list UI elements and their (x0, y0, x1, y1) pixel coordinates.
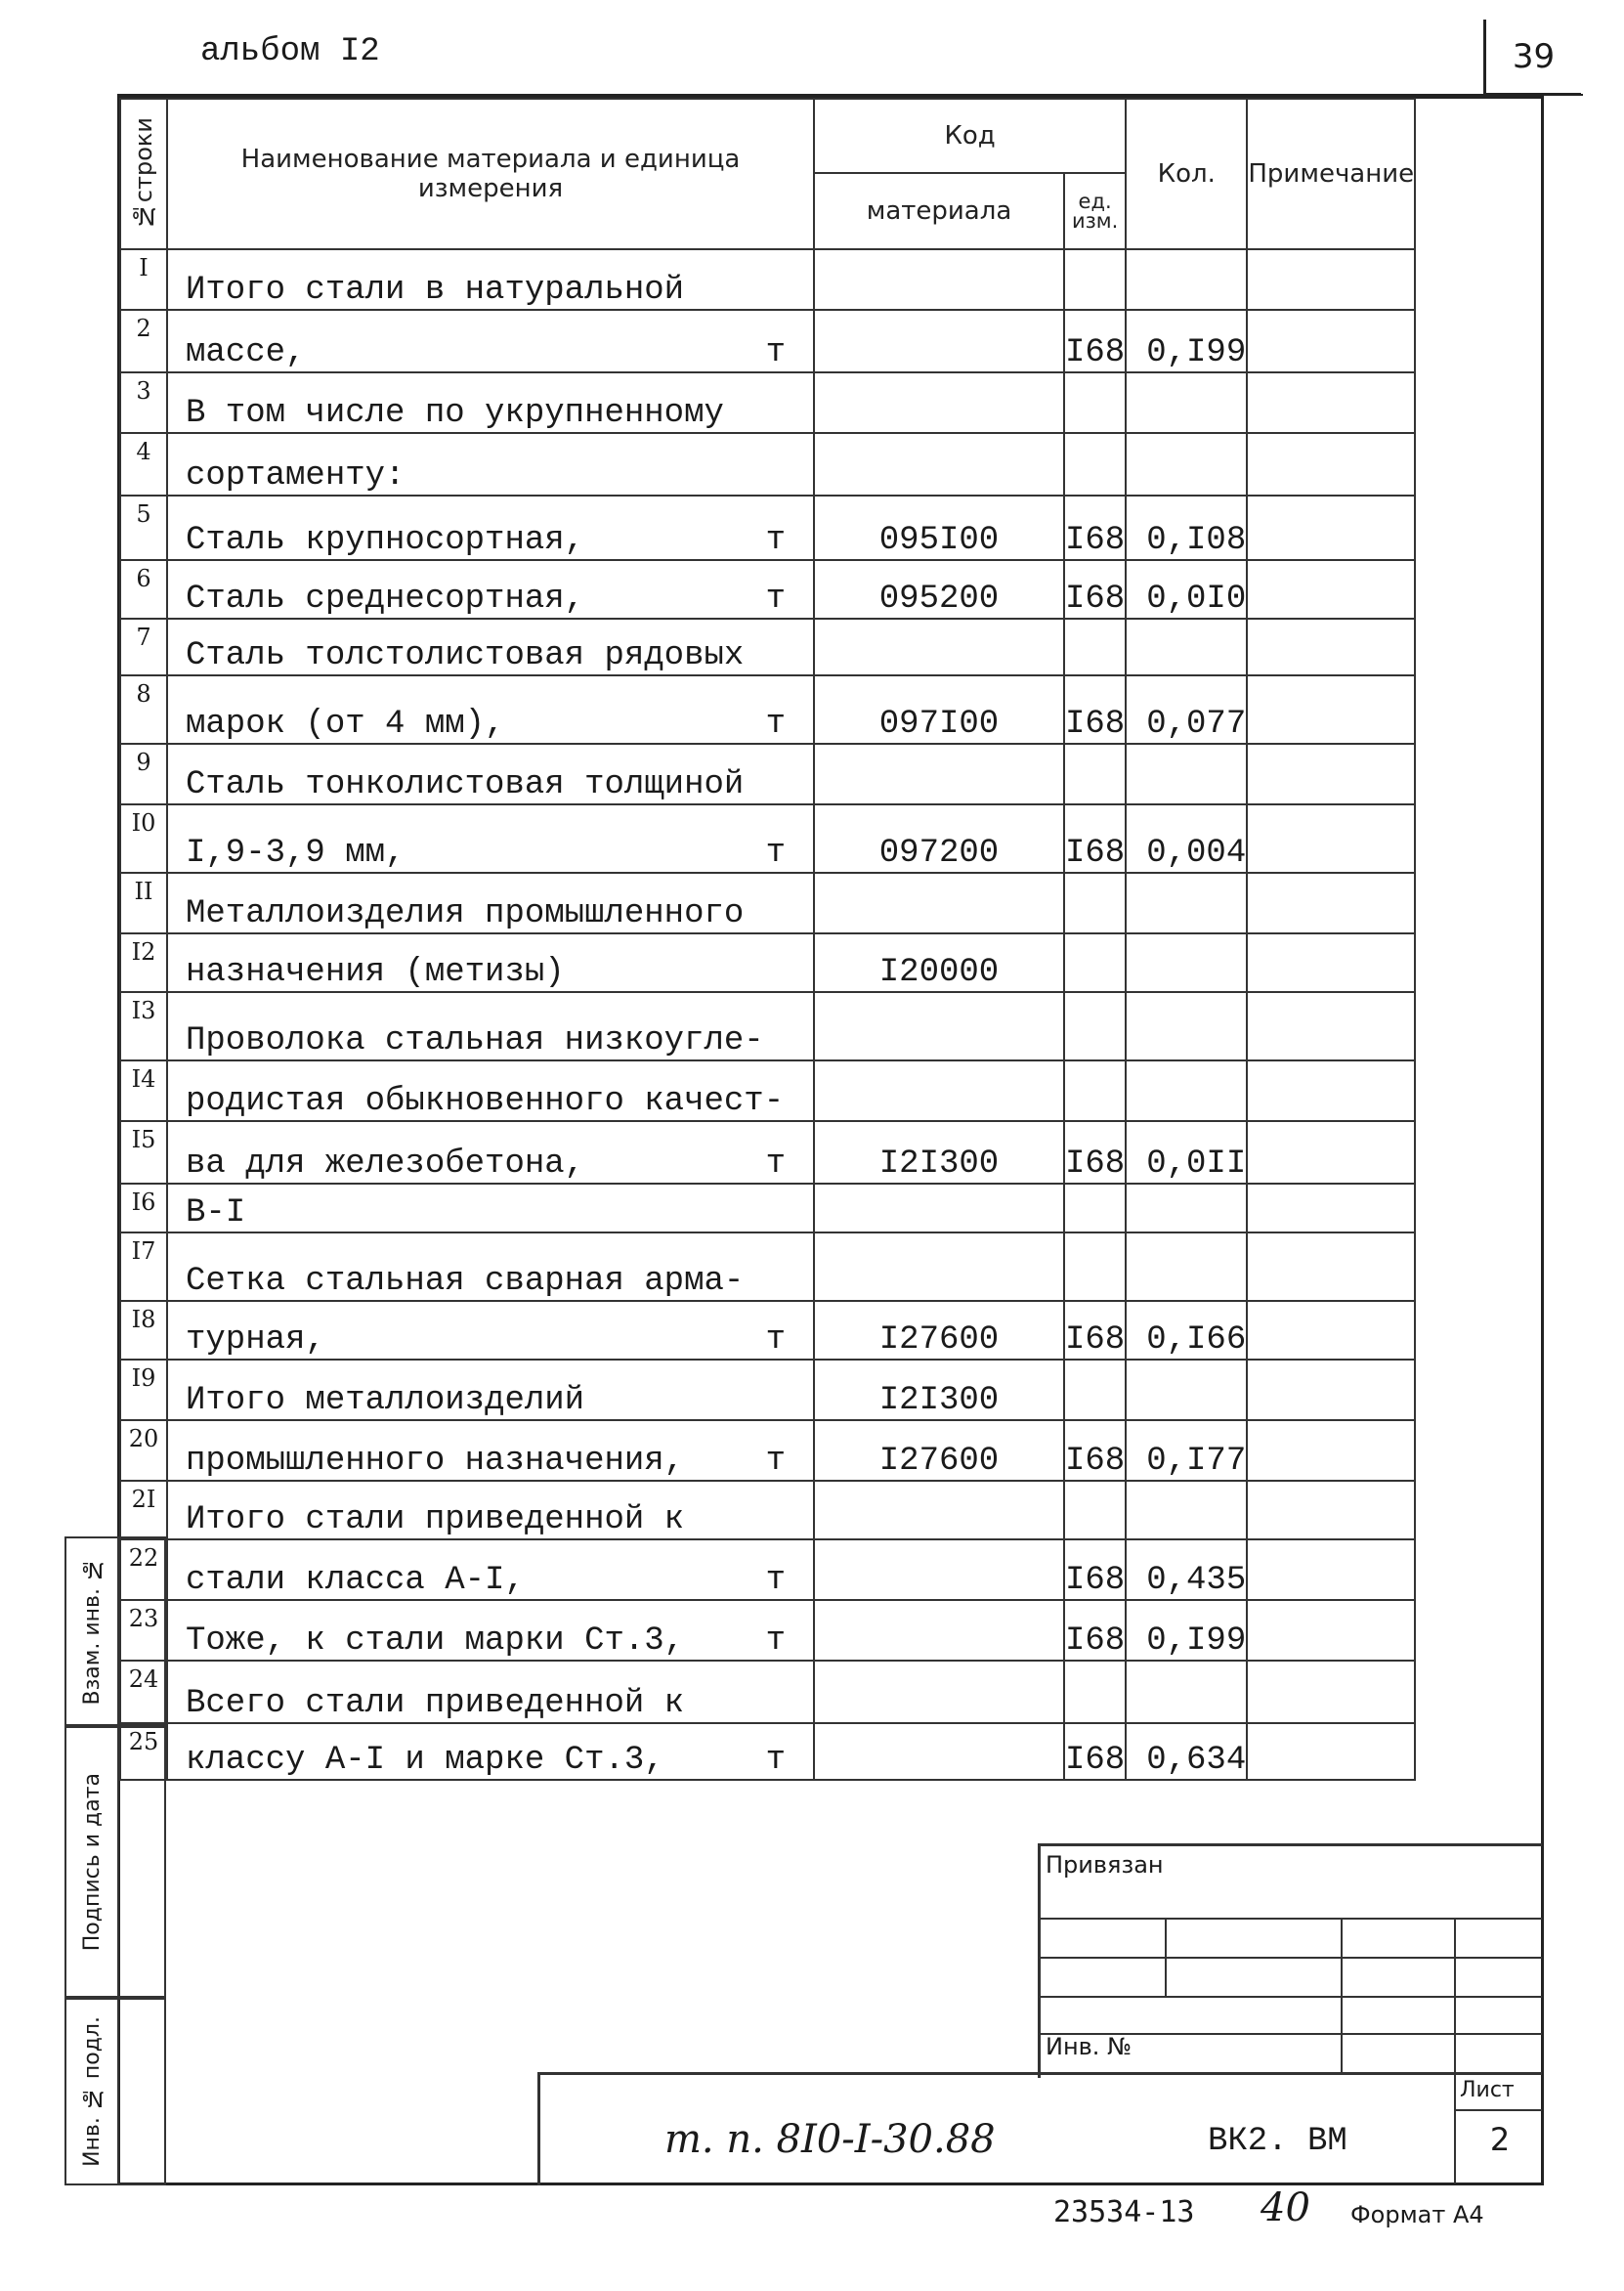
row-number: 6 (120, 560, 167, 619)
material-code (814, 372, 1064, 433)
unit-code: I68 (1064, 1121, 1126, 1184)
unit-code (1064, 1184, 1126, 1232)
material-name-text: Итого стали приведенной к (186, 1501, 685, 1538)
note (1247, 744, 1415, 804)
note (1247, 560, 1415, 619)
inv-podl-field: Инв. № подл. (64, 1998, 119, 2185)
note (1247, 1420, 1415, 1481)
unit-code: I68 (1064, 310, 1126, 372)
row-number: I7 (120, 1232, 167, 1301)
material-code (814, 992, 1064, 1060)
material-name (167, 249, 814, 310)
material-name-text: Металлоизделия промышленного (186, 895, 745, 932)
note (1247, 675, 1415, 744)
material-name (167, 1301, 814, 1360)
note (1247, 249, 1415, 310)
title-block-line (1038, 1918, 1542, 1920)
material-name (167, 1360, 814, 1420)
table-row (120, 992, 1415, 1060)
page-number-text: 39 (1512, 36, 1556, 76)
title-block-line (1038, 1996, 1542, 1998)
unit-label: т (765, 1742, 786, 1779)
stamp-line (1454, 2109, 1542, 2111)
material-name-text: марок (от 4 мм), (186, 706, 505, 743)
quantity: 0,077 (1126, 675, 1247, 744)
material-name (167, 873, 814, 933)
unit-code (1064, 249, 1126, 310)
title-block-line (1341, 1918, 1343, 2072)
material-name-text: родистая обыкновенного качест- (186, 1083, 785, 1120)
table-row (120, 1539, 1415, 1600)
material-name (167, 1121, 814, 1184)
note (1247, 496, 1415, 560)
note (1247, 1600, 1415, 1661)
quantity (1126, 372, 1247, 433)
quantity: 0,634 (1126, 1723, 1247, 1780)
table-row (120, 933, 1415, 992)
archive-page: 40 (1261, 2185, 1310, 2230)
note (1247, 1481, 1415, 1539)
unit-code (1064, 1481, 1126, 1539)
table-row (120, 372, 1415, 433)
note (1247, 873, 1415, 933)
row-number: I9 (120, 1360, 167, 1420)
row-number: 22 (120, 1539, 167, 1600)
quantity (1126, 1661, 1247, 1723)
material-name-text: Сталь среднесортная, (186, 581, 585, 618)
table-row (120, 1232, 1415, 1301)
unit-code (1064, 1661, 1126, 1723)
row-number: I3 (120, 992, 167, 1060)
document-code: ВК2. ВМ (1208, 2123, 1347, 2160)
material-name (167, 1060, 814, 1121)
header-note: Примечание (1247, 99, 1415, 249)
quantity (1126, 1232, 1247, 1301)
material-name (167, 675, 814, 744)
unit-label: т (765, 1321, 786, 1359)
note (1247, 804, 1415, 873)
material-name (167, 804, 814, 873)
quantity (1126, 933, 1247, 992)
unit-label: т (765, 522, 786, 559)
material-name-text: ва для железобетона, (186, 1146, 585, 1183)
table-row (120, 619, 1415, 675)
quantity: 0,0II (1126, 1121, 1247, 1184)
table-row (120, 1420, 1415, 1481)
quantity (1126, 433, 1247, 496)
material-code: I2I300 (814, 1121, 1064, 1184)
unit-code: I68 (1064, 675, 1126, 744)
quantity: 0,I77 (1126, 1420, 1247, 1481)
title-block-line (1038, 1957, 1542, 1959)
unit-label: т (765, 835, 786, 872)
row-number: 3 (120, 372, 167, 433)
material-code (814, 1232, 1064, 1301)
unit-label: т (765, 1622, 786, 1660)
material-name-text: Итого стали в натуральной (186, 272, 685, 309)
header-unit-code: ед. изм. (1064, 173, 1126, 249)
table-row (120, 560, 1415, 619)
material-code: I20000 (814, 933, 1064, 992)
material-name-text: Всего стали приведенной к (186, 1685, 685, 1722)
material-name (167, 1481, 814, 1539)
row-number: 4 (120, 433, 167, 496)
privyazan-label: Привязан (1046, 1851, 1164, 1879)
material-code: 097200 (814, 804, 1064, 873)
material-code (814, 1661, 1064, 1723)
material-name-text: Проволока стальная низкоугле- (186, 1022, 764, 1059)
table-row (120, 1481, 1415, 1539)
row-number: 25 (120, 1723, 167, 1780)
material-name-text: Сетка стальная сварная арма- (186, 1263, 745, 1300)
material-name (167, 372, 814, 433)
quantity: 0,0I0 (1126, 560, 1247, 619)
material-name (167, 1232, 814, 1301)
row-number: II (120, 873, 167, 933)
title-block-line (1454, 1918, 1456, 2183)
table-header-row (120, 99, 1415, 173)
material-name (167, 619, 814, 675)
stamp-line (537, 2072, 1542, 2075)
note (1247, 933, 1415, 992)
row-number: I5 (120, 1121, 167, 1184)
table-row (120, 1600, 1415, 1661)
header-quantity: Кол. (1126, 99, 1247, 249)
note (1247, 1232, 1415, 1301)
note (1247, 1301, 1415, 1360)
note (1247, 619, 1415, 675)
material-code (814, 873, 1064, 933)
material-name-text: стали класса А-I, (186, 1562, 525, 1599)
material-name-text: В-I (186, 1194, 246, 1232)
header-row-no: №строки (120, 99, 167, 249)
archive-number: 23534-13 (1053, 2195, 1195, 2229)
row-number: 23 (120, 1600, 167, 1661)
material-code (814, 433, 1064, 496)
row-number: I2 (120, 933, 167, 992)
unit-code (1064, 873, 1126, 933)
material-name-text: Сталь крупносортная, (186, 522, 585, 559)
material-name-text: классу А-I и марке Ст.3, (186, 1742, 664, 1779)
vzam-inv-field: Взам. инв. № (64, 1536, 119, 1726)
podpis-data-value (119, 1726, 166, 1998)
row-number: 24 (120, 1661, 167, 1723)
material-name-text: турная, (186, 1321, 325, 1359)
note (1247, 1060, 1415, 1121)
unit-code (1064, 433, 1126, 496)
note (1247, 1121, 1415, 1184)
unit-label: т (765, 1562, 786, 1599)
material-code (814, 249, 1064, 310)
material-name (167, 1723, 814, 1780)
material-name-text: промышленного назначения, (186, 1443, 685, 1480)
quantity (1126, 249, 1247, 310)
header-code: Код (814, 99, 1126, 173)
unit-code: I68 (1064, 1301, 1126, 1360)
unit-code: I68 (1064, 1723, 1126, 1780)
note (1247, 372, 1415, 433)
quantity (1126, 1060, 1247, 1121)
material-code (814, 744, 1064, 804)
inv-podl-value (119, 1998, 166, 2185)
row-number: I (120, 249, 167, 310)
table-row (120, 804, 1415, 873)
table-row (120, 1121, 1415, 1184)
table-row (120, 496, 1415, 560)
quantity (1126, 619, 1247, 675)
unit-label: т (765, 334, 786, 371)
note (1247, 1723, 1415, 1780)
stamp-line (537, 2072, 540, 2185)
unit-code (1064, 1360, 1126, 1420)
note (1247, 433, 1415, 496)
material-code: I27600 (814, 1301, 1064, 1360)
material-name-text: I,9-3,9 мм, (186, 835, 406, 872)
material-name-text: Итого металлоизделий (186, 1382, 585, 1419)
unit-code: I68 (1064, 804, 1126, 873)
unit-code: I68 (1064, 1539, 1126, 1600)
unit-code (1064, 372, 1126, 433)
unit-label: т (765, 1146, 786, 1183)
table-row (120, 433, 1415, 496)
unit-code: I68 (1064, 560, 1126, 619)
material-name (167, 744, 814, 804)
material-name (167, 433, 814, 496)
quantity: 0,I99 (1126, 310, 1247, 372)
inv-no-label: Инв. № (1046, 2033, 1133, 2060)
table-row (120, 249, 1415, 310)
format-label: Формат А4 (1350, 2201, 1484, 2228)
row-number: I0 (120, 804, 167, 873)
quantity: 0,I99 (1126, 1600, 1247, 1661)
table-row (120, 744, 1415, 804)
material-name-text: Сталь тонколистовая толщиной (186, 766, 745, 803)
note (1247, 310, 1415, 372)
material-name (167, 933, 814, 992)
quantity: 0,004 (1126, 804, 1247, 873)
table-row (120, 1184, 1415, 1232)
quantity: 0,I08 (1126, 496, 1247, 560)
table-row (120, 1060, 1415, 1121)
material-code (814, 1539, 1064, 1600)
material-name (167, 992, 814, 1060)
table-row (120, 675, 1415, 744)
row-number: I6 (120, 1184, 167, 1232)
unit-label: т (765, 581, 786, 618)
material-code (814, 1481, 1064, 1539)
quantity (1126, 992, 1247, 1060)
unit-label: т (765, 706, 786, 743)
title-block-line (1165, 1918, 1167, 1996)
note (1247, 1184, 1415, 1232)
material-code: 097I00 (814, 675, 1064, 744)
unit-code: I68 (1064, 1420, 1126, 1481)
unit-code (1064, 619, 1126, 675)
row-number: I8 (120, 1301, 167, 1360)
row-number: 7 (120, 619, 167, 675)
quantity (1126, 1360, 1247, 1420)
material-code (814, 619, 1064, 675)
row-number: 8 (120, 675, 167, 744)
row-number: 5 (120, 496, 167, 560)
note (1247, 1539, 1415, 1600)
material-name (167, 310, 814, 372)
title-block-line (1038, 1843, 1041, 2078)
material-name-text: В том числе по укрупненному (186, 395, 724, 432)
materials-table (119, 98, 1416, 1781)
table-row (120, 310, 1415, 372)
unit-code: I68 (1064, 1600, 1126, 1661)
unit-code (1064, 1060, 1126, 1121)
material-name-text: назначения (метизы) (186, 954, 565, 991)
header-name: Наименование материала и единица измерения (167, 99, 814, 249)
note (1247, 1360, 1415, 1420)
material-code (814, 310, 1064, 372)
page-number (1483, 20, 1581, 96)
row-number: 2 (120, 310, 167, 372)
material-name (167, 1661, 814, 1723)
unit-code (1064, 1232, 1126, 1301)
note (1247, 992, 1415, 1060)
podpis-data-field: Подпись и дата (64, 1726, 119, 1998)
material-code (814, 1600, 1064, 1661)
quantity: 0,435 (1126, 1539, 1247, 1600)
material-code (814, 1723, 1064, 1780)
unit-code (1064, 744, 1126, 804)
list-label: Лист (1460, 2078, 1515, 2102)
row-number: 9 (120, 744, 167, 804)
table-row (120, 1661, 1415, 1723)
material-code (814, 1184, 1064, 1232)
title-block-line (1038, 1843, 1542, 1846)
row-number: 20 (120, 1420, 167, 1481)
table-row (120, 1723, 1415, 1780)
material-name (167, 1420, 814, 1481)
quantity (1126, 1481, 1247, 1539)
quantity (1126, 1184, 1247, 1232)
table-row (120, 1301, 1415, 1360)
album-label: альбом I2 (200, 33, 380, 70)
material-name-text: массе, (186, 334, 306, 371)
material-name (167, 1600, 814, 1661)
document-number: т. п. 8I0-I-30.88 (664, 2117, 996, 2162)
header-material-code: материала (814, 173, 1064, 249)
table-row (120, 1360, 1415, 1420)
unit-code (1064, 933, 1126, 992)
material-code: I27600 (814, 1420, 1064, 1481)
material-name-text: Сталь толстолистовая рядовых (186, 637, 745, 674)
table-row (120, 873, 1415, 933)
note (1247, 1661, 1415, 1723)
unit-label: т (765, 1443, 786, 1480)
material-code (814, 1060, 1064, 1121)
material-name-text: Тоже, к стали марки Ст.3, (186, 1622, 685, 1660)
material-name (167, 1539, 814, 1600)
material-code: 095200 (814, 560, 1064, 619)
quantity (1126, 873, 1247, 933)
material-code: I2I300 (814, 1360, 1064, 1420)
material-name (167, 1184, 814, 1232)
quantity: 0,I66 (1126, 1301, 1247, 1360)
material-code: 095I00 (814, 496, 1064, 560)
row-number: I4 (120, 1060, 167, 1121)
material-name-text: сортаменту: (186, 457, 406, 495)
row-number: 2I (120, 1481, 167, 1539)
unit-code (1064, 992, 1126, 1060)
list-number: 2 (1489, 2121, 1511, 2158)
vzam-inv-value (119, 1536, 166, 1726)
material-name (167, 560, 814, 619)
unit-code: I68 (1064, 496, 1126, 560)
material-name (167, 496, 814, 560)
quantity (1126, 744, 1247, 804)
